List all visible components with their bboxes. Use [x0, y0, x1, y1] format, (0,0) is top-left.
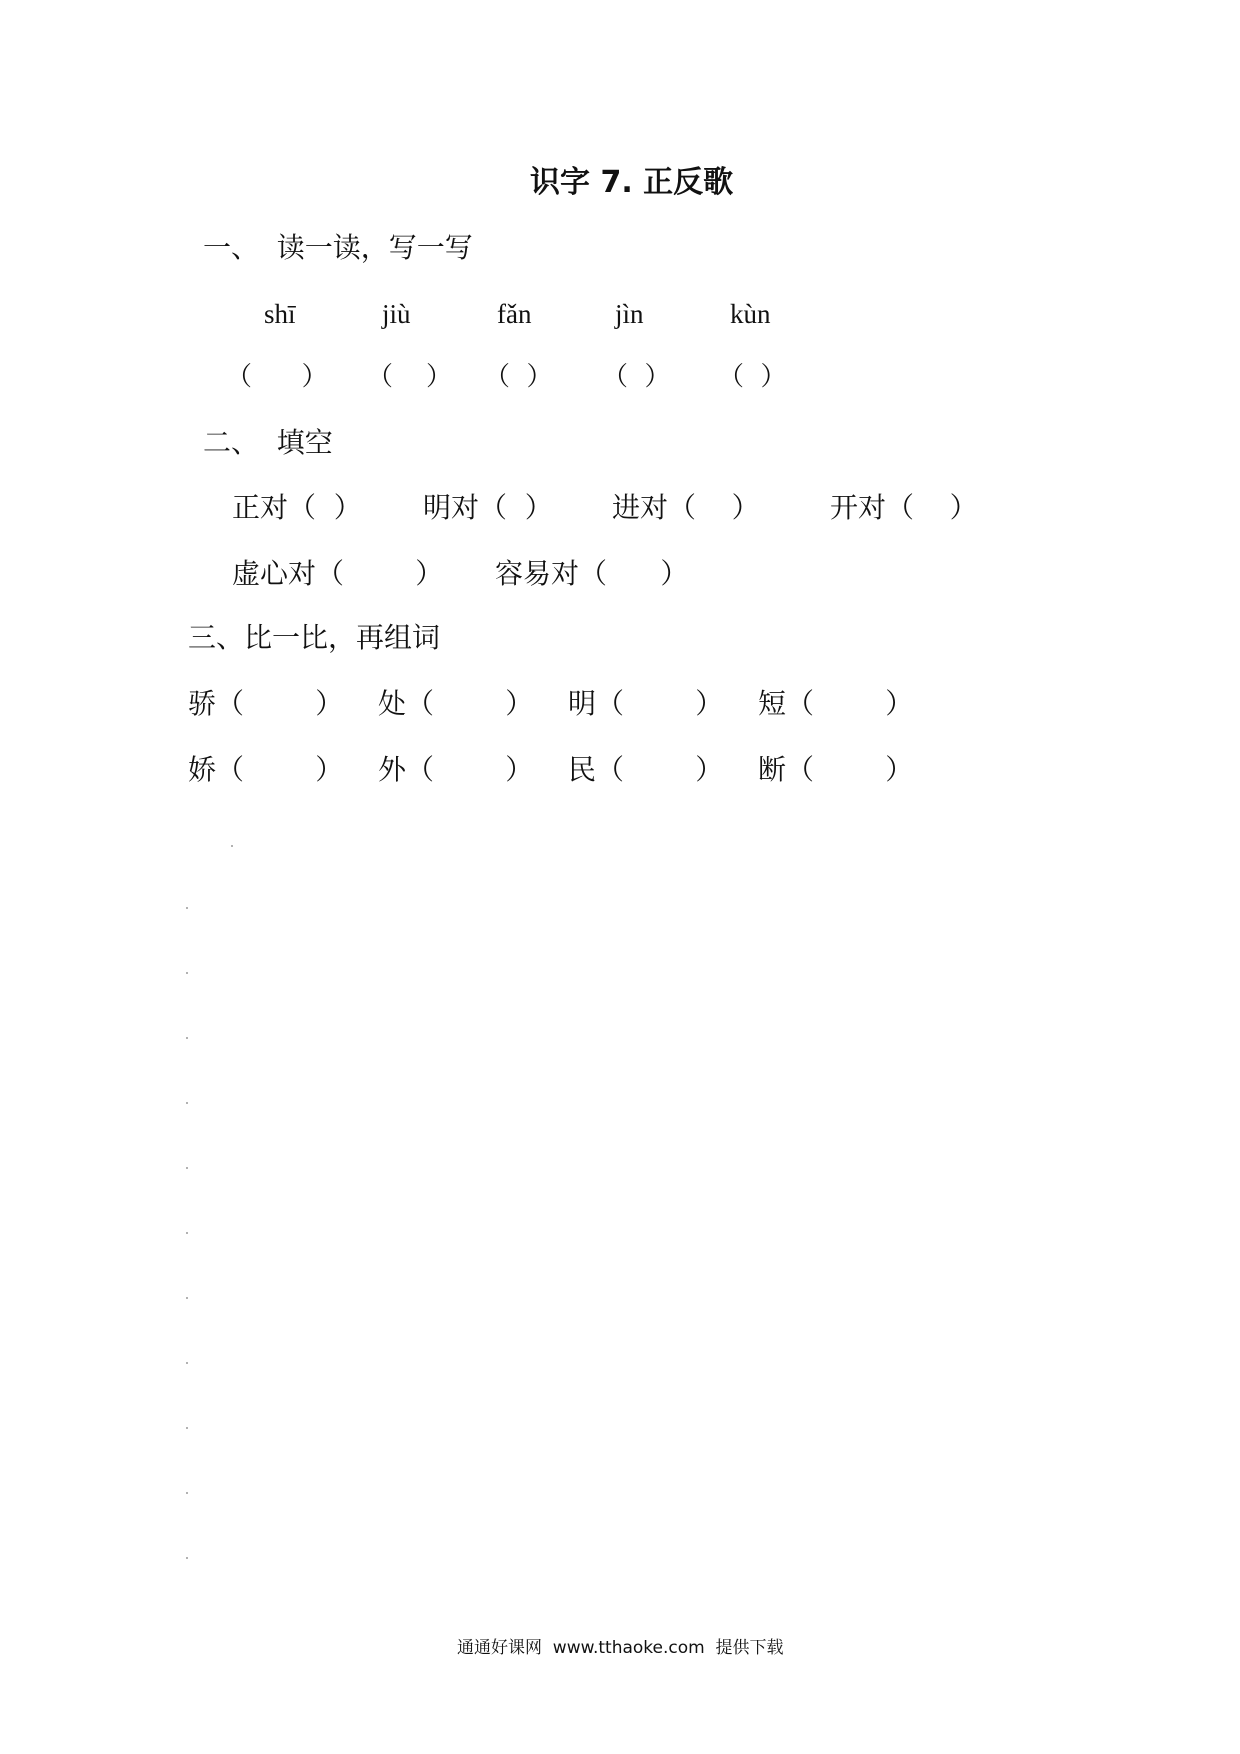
compare-item-duan-short: 短（ ）	[758, 687, 914, 720]
pinyin-2: jiù	[382, 299, 411, 329]
section-3-heading: 三、比一比，再组词	[188, 621, 441, 654]
scan-dot	[186, 1427, 188, 1429]
compare-item-wai: 外（ ）	[378, 753, 534, 786]
scan-dot	[231, 845, 233, 847]
compare-item-ming: 明（ ）	[568, 687, 724, 720]
pinyin-4: jìn	[615, 299, 644, 329]
compare-item-chu: 处（ ）	[378, 687, 534, 720]
fill-item-kai: 开对（ ）	[830, 491, 978, 524]
section-1-heading: 一、 读一读，写一写	[203, 231, 473, 264]
answer-blank-4: （ ）	[602, 362, 671, 392]
scan-dot	[186, 1102, 188, 1104]
section-2-heading: 二、 填空	[203, 426, 333, 459]
compare-item-jiao: 骄（ ）	[188, 687, 344, 720]
compare-item-min: 民（ ）	[568, 753, 724, 786]
answer-blank-5: （ ）	[718, 362, 787, 392]
fill-item-jin: 进对（ ）	[612, 491, 760, 524]
compare-item-jiao-delicate: 娇（ ）	[188, 753, 344, 786]
scan-dot	[186, 1037, 188, 1039]
pinyin-5: kùn	[730, 299, 771, 329]
pinyin-1: shī	[264, 299, 296, 329]
fill-item-rongyi: 容易对（ ）	[495, 557, 689, 590]
scan-dot	[186, 1167, 188, 1169]
scan-dot	[186, 972, 188, 974]
answer-blank-1: （ ）	[226, 362, 328, 392]
compare-item-duan-break: 断（ ）	[758, 753, 914, 786]
scan-dot	[186, 907, 188, 909]
answer-blank-3: （ ）	[484, 362, 553, 392]
page-title: 识字 7. 正反歌	[530, 165, 734, 200]
scan-dot	[186, 1297, 188, 1299]
fill-item-xuxin: 虚心对（ ）	[232, 557, 444, 590]
pinyin-3: fǎn	[497, 299, 532, 329]
answer-blank-2: （ ）	[367, 362, 453, 392]
page-footer: 通通好课网 www.tthaoke.com 提供下载	[457, 1638, 784, 1658]
scan-dot	[186, 1232, 188, 1234]
scan-dot	[186, 1492, 188, 1494]
scan-dot	[186, 1557, 188, 1559]
scan-dot	[186, 1362, 188, 1364]
fill-item-ming: 明对（ ）	[423, 491, 553, 524]
fill-item-zheng: 正对（ ）	[232, 491, 362, 524]
